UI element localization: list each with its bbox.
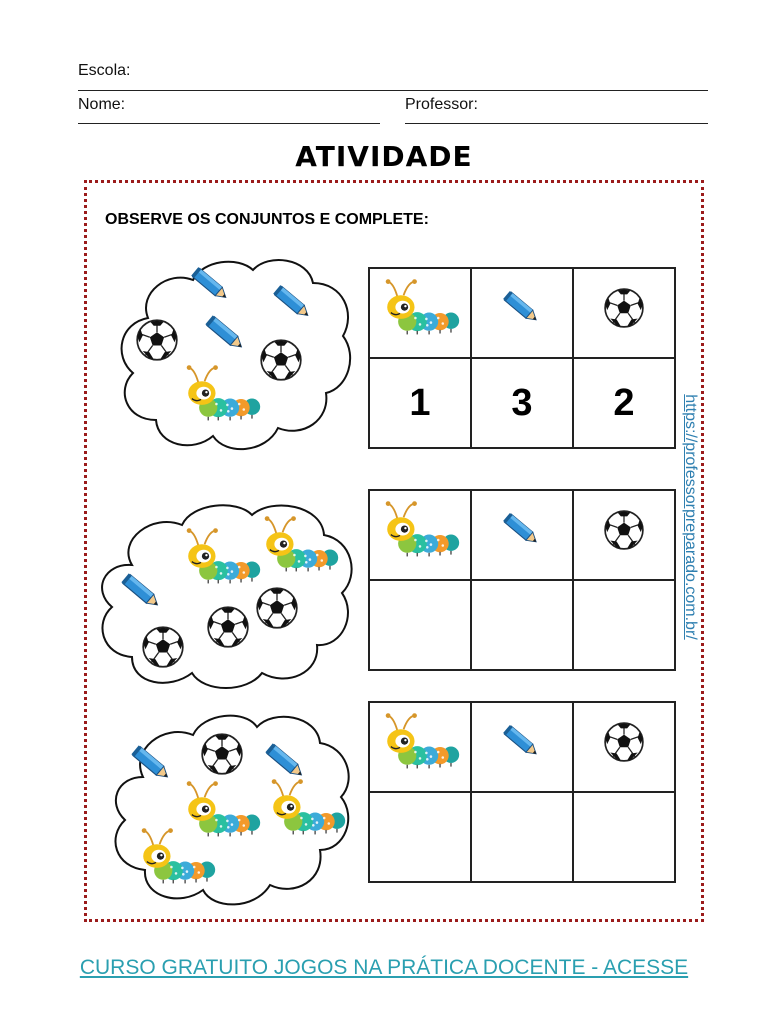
soccer-ball-icon bbox=[135, 318, 179, 362]
pencil-icon bbox=[270, 280, 316, 326]
set-1-header-pencil bbox=[471, 268, 573, 358]
soccer-ball-icon bbox=[255, 586, 299, 630]
soccer-ball-icon bbox=[259, 338, 303, 382]
set-1-table bbox=[368, 267, 676, 449]
soccer-ball-icon bbox=[206, 605, 250, 649]
watermark-text[interactable]: https://professorpreparado.com.br/ bbox=[682, 394, 699, 640]
teacher-label: Professor: bbox=[405, 96, 478, 113]
pencil-icon bbox=[500, 286, 544, 330]
caterpillar-icon bbox=[379, 710, 461, 774]
caterpillar-icon bbox=[180, 525, 262, 589]
set-2-answer-ball[interactable] bbox=[573, 580, 675, 670]
set-3-answer-pencil[interactable] bbox=[471, 792, 573, 882]
set-3-answer-ball[interactable] bbox=[573, 792, 675, 882]
caterpillar-icon bbox=[379, 498, 461, 562]
name-label: Nome: bbox=[78, 96, 126, 113]
footer-link[interactable]: CURSO GRATUITO JOGOS NA PRÁTICA DOCENTE - ACESSE bbox=[79, 956, 689, 979]
set-3-header-caterpillar bbox=[369, 702, 471, 792]
soccer-ball-icon bbox=[603, 721, 645, 763]
set-2-answer-pencil[interactable] bbox=[471, 580, 573, 670]
caterpillar-icon bbox=[135, 825, 217, 889]
set-1-answer-caterpillar[interactable]: 1 bbox=[369, 358, 471, 448]
teacher-line[interactable] bbox=[405, 123, 708, 124]
soccer-ball-icon bbox=[200, 732, 244, 776]
pencil-icon bbox=[188, 262, 234, 308]
set-1-header-caterpillar bbox=[369, 268, 471, 358]
caterpillar-icon bbox=[265, 776, 347, 840]
pencil-icon bbox=[118, 568, 166, 616]
instruction-text: OBSERVE OS CONJUNTOS E COMPLETE: bbox=[105, 211, 429, 228]
soccer-ball-icon bbox=[141, 625, 185, 669]
set-2-answer-caterpillar[interactable] bbox=[369, 580, 471, 670]
set-2-header-pencil bbox=[471, 490, 573, 580]
school-label: Escola: bbox=[78, 62, 131, 79]
set-3-answer-caterpillar[interactable] bbox=[369, 792, 471, 882]
caterpillar-icon bbox=[180, 362, 262, 426]
set-3-header-pencil bbox=[471, 702, 573, 792]
soccer-ball-icon bbox=[603, 287, 645, 329]
set-3-header-ball bbox=[573, 702, 675, 792]
set-2-table bbox=[368, 489, 676, 671]
name-line[interactable] bbox=[78, 123, 380, 124]
watermark-link[interactable] bbox=[680, 372, 700, 662]
caterpillar-icon bbox=[379, 276, 461, 340]
pencil-icon bbox=[500, 720, 544, 764]
page-title: ATIVIDADE bbox=[295, 140, 473, 173]
school-line[interactable] bbox=[78, 90, 708, 91]
set-2-header-ball bbox=[573, 490, 675, 580]
pencil-icon bbox=[202, 310, 250, 358]
set-1-answer-ball[interactable]: 2 bbox=[573, 358, 675, 448]
pencil-icon bbox=[500, 508, 544, 552]
set-2-header-caterpillar bbox=[369, 490, 471, 580]
set-1-header-ball bbox=[573, 268, 675, 358]
soccer-ball-icon bbox=[603, 509, 645, 551]
pencil-icon bbox=[128, 740, 176, 788]
set-3-table bbox=[368, 701, 676, 883]
set-1-answer-pencil[interactable]: 3 bbox=[471, 358, 573, 448]
caterpillar-icon bbox=[258, 513, 340, 577]
